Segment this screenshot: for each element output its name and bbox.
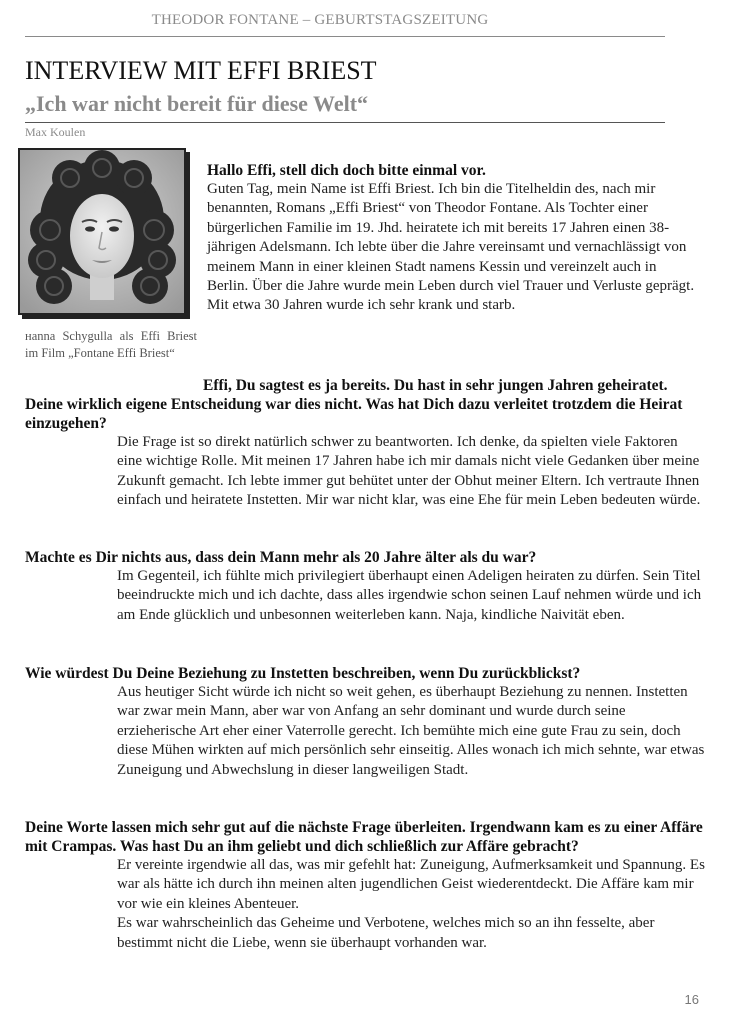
interview-answer: Im Gegenteil, ich fühlte mich privilegiert überhaupt einen Adeligen heiraten zu dürfen. Sein Titel beeindruckte mich und ich dachte, dass alles irgendwie schon seinen Lauf nehmen würde und ich am Ende glücklich und unbesonnen weiterleben kann. Naja, kindliche Naivität eben. (117, 568, 702, 623)
interview-question: Wie würdest Du Deine Beziehung zu Instetten beschreiben, wenn Du zurückblickst? (25, 665, 581, 682)
qa-section (25, 664, 705, 780)
interview-answer: Guten Tag, mein Name ist Effi Briest. Ich bin die Titelheldin des, nach mir benannten, Romans „Effi Briest“ von Theodor Fontane. Als Tochter einer bürgerlichen Familie im 19. Jhd. heiratete ich mit bereits 17 Jahren einen 38-jährigen Adelsmann. Ich lebte über die Jahre vereinsamt und vernachlässigt von meinem Mann in einer kleinen Stadt namens Kessin und vereinzelt auch in Berlin. Über die Jahre wurde mein Leben durch viel Trauer und Verluste geprägt. Mit etwa 30 Jahren wurde ich sehr krank und starb. (207, 181, 695, 314)
title-divider (25, 122, 665, 123)
article-title: INTERVIEW MIT EFFI BRIEST (25, 56, 377, 85)
intro-section (207, 161, 699, 316)
interview-question: Machte es Dir nichts aus, dass dein Mann mehr als 20 Jahre älter als du war? (25, 549, 537, 566)
article-subtitle: „Ich war nicht bereit für diese Welt“ (25, 91, 369, 116)
running-header: THEODOR FONTANE – GEBURTSTAGSZEITUNG (151, 12, 489, 28)
page-number: 16 (684, 992, 699, 1007)
photo-caption: нanna Schygulla als Effi Briest im Film „Fontane Effi Briest“ (25, 329, 197, 360)
portrait-photo (18, 148, 186, 315)
interview-question: Effi, Du sagtest es ja bereits. Du hast in sehr jungen Jahren geheiratet. Deine wirklich eigene Entscheidung war dies nicht. Was hat Dich dazu verleitet trotzdem die Heirat einzugehen? (25, 377, 683, 432)
interview-answer: Aus heutiger Sicht würde ich nicht so weit gehen, es überhaupt Beziehung zu nennen. Instetten war zwar mein Mann, aber war von Anfang an sehr dominant und wurde durch seine erzieherische Art eher einer Vaterrolle gerecht. Ich bemühte mich eine gute Frau zu sein, doch diese Mühen wirkten auf mich persönlich sehr einseitig. Alles wonach ich mich sehnte, war etwas Zuneigung und Abwechslung in dieser langweiligen Stadt. (117, 684, 705, 778)
qa-section (25, 376, 705, 511)
portrait-illustration (20, 150, 184, 313)
qa-section (25, 548, 705, 625)
header-divider (25, 36, 665, 37)
interview-answer: Er vereinte irgendwie all das, was mir gefehlt hat: Zuneigung, Aufmerksamkeit und Spannung. Es war als hätte ich durch ihn meinen alten jugendlichen Geist wiederentdeckt. Die Affäre kam mir vor wie ein kleines Abenteuer. (117, 857, 705, 912)
interview-question: Deine Worte lassen mich sehr gut auf die nächste Frage überleiten. Irgendwann kam es zu einer Affäre mit Crampas. Was hast Du an ihm geliebt und dich schließlich zur Affäre gebracht? (25, 819, 703, 855)
author-byline: Max Koulen (25, 125, 86, 139)
interview-question: Hallo Effi, stell dich doch bitte einmal vor. (207, 162, 486, 179)
qa-section (25, 818, 705, 953)
interview-answer: Die Frage ist so direkt natürlich schwer zu beantworten. Ich denke, da spielten viele Faktoren eine wichtige Rolle. Mit meinen 17 Jahren habe ich mir damals nicht viele Gedanken über meine Zukunft gemacht. Ich lebte immer gut behütet unter der Obhut meiner Eltern. Ich vertraute Ihnen einfach und heiratete Instetten. Mir war nicht klar, was eine Ehe für mein Leben bedeuten würde. (117, 434, 701, 509)
interview-answer-continued: Es war wahrscheinlich das Geheime und Verbotene, welches mich so an ihn fesselte, aber bestimmt nicht die Liebe, wenn sie überhaupt vorhanden war. (117, 915, 655, 951)
